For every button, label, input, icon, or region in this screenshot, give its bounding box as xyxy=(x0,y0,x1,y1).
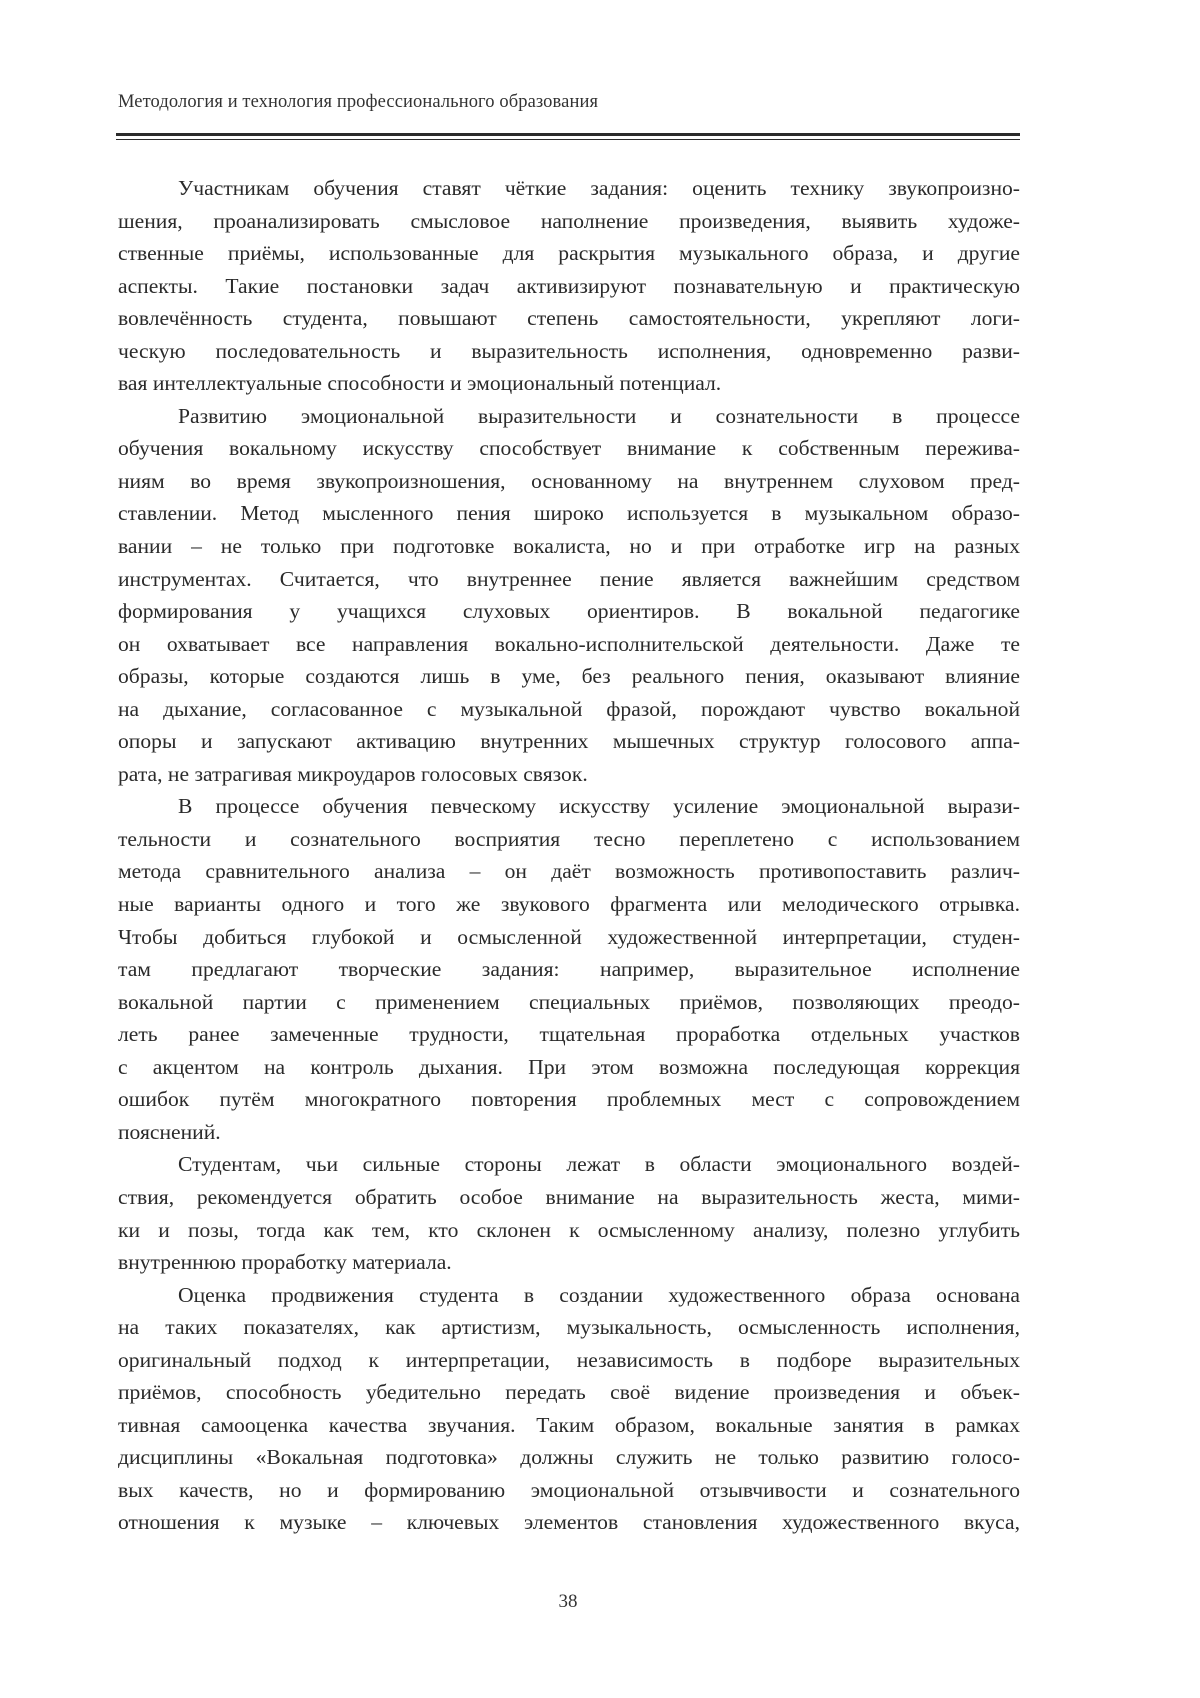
text-line: приёмов, способность убедительно передать своё видение произведения и объек- xyxy=(118,1380,1020,1405)
text-line: вокальной партии с применением специальных приёмов, позволяющих преодо- xyxy=(118,989,1020,1014)
text-line: вании – не только при подготовке вокалиста, но и при отработке игр на разных xyxy=(118,534,1020,559)
text-line: Оценка продвижения студента в создании художественного образа основана xyxy=(178,1282,1020,1307)
text-line: инструментах. Считается, что внутреннее пение является важнейшим средством xyxy=(118,566,1020,591)
text-line: метода сравнительного анализа – он даёт возможность противопоставить различ- xyxy=(118,859,1020,884)
text-line: В процессе обучения певческому искусству усиление эмоциональной вырази- xyxy=(178,794,1020,819)
text-line: с акцентом на контроль дыхания. При этом возможна последующая коррекция xyxy=(118,1054,1020,1079)
text-line: формирования у учащихся слуховых ориентиров. В вокальной педагогике xyxy=(118,599,1020,624)
text-line: образы, которые создаются лишь в уме, без реального пения, оказывают влияние xyxy=(118,664,1020,689)
text-line: вовлечённость студента, повышают степень самостоятельности, укрепляют логи- xyxy=(118,306,1020,331)
text-line: обучения вокальному искусству способствует внимание к собственным пережива- xyxy=(118,436,1020,461)
text-line: леть ранее замеченные трудности, тщательная проработка отдельных участков xyxy=(118,1022,1020,1047)
text-line: тельности и сознательного восприятия тесно переплетено с использованием xyxy=(118,826,1020,851)
text-line: на дыхание, согласованное с музыкальной фразой, порождают чувство вокальной xyxy=(118,696,1020,721)
text-line: вая интеллектуальные способности и эмоциональный потенциал. xyxy=(118,371,722,396)
text-line: аспекты. Такие постановки задач активизируют познавательную и практическую xyxy=(118,273,1020,298)
text-line: он охватывает все направления вокально-исполнительской деятельности. Даже те xyxy=(118,631,1020,656)
text-line: Участникам обучения ставят чёткие задания: оценить технику звукопроизно- xyxy=(178,176,1020,200)
text-line: оригинальный подход к интерпретации, независимость в подборе выразительных xyxy=(118,1347,1020,1372)
header-rule-thin xyxy=(116,139,1020,140)
text-line: ки и позы, тогда как тем, кто склонен к осмысленному анализу, полезно углубить xyxy=(118,1217,1020,1242)
text-line: рата, не затрагивая микроударов голосовых связок. xyxy=(118,761,588,786)
text-line: тивная самооценка качества звучания. Таким образом, вокальные занятия в рамках xyxy=(118,1412,1020,1437)
text-line: ствия, рекомендуется обратить особое внимание на выразительность жеста, мими- xyxy=(118,1184,1020,1209)
text-line: пояснений. xyxy=(118,1119,221,1144)
page-number: 38 xyxy=(558,1591,578,1612)
body-text xyxy=(118,172,1020,1539)
text-line: ственные приёмы, использованные для раскрытия музыкального образа, и другие xyxy=(118,241,1020,266)
text-line: дисциплины «Вокальная подготовка» должны служить не только развитию голосо- xyxy=(118,1445,1020,1470)
text-line: вых качеств, но и формированию эмоциональной отзывчивости и сознательного xyxy=(118,1477,1020,1502)
text-line: ставлении. Метод мысленного пения широко используется в музыкальном образо- xyxy=(118,501,1020,526)
text-line: шения, проанализировать смысловое наполнение произведения, выявить художе- xyxy=(118,208,1020,233)
text-line: Студентам, чьи сильные стороны лежат в области эмоционального воздей- xyxy=(178,1152,1020,1177)
text-line: там предлагают творческие задания: например, выразительное исполнение xyxy=(118,957,1020,982)
text-line: ошибок путём многократного повторения проблемных мест с сопровождением xyxy=(118,1087,1020,1112)
text-line: Чтобы добиться глубокой и осмысленной художественной интерпретации, студен- xyxy=(118,924,1020,949)
text-line: отношения к музыке – ключевых элементов становления художественного вкуса, xyxy=(118,1510,1020,1535)
text-line: ниям во время звукопроизношения, основанному на внутреннем слуховом пред- xyxy=(118,468,1020,493)
header-rule-thick xyxy=(116,133,1020,136)
running-header: Методология и технология профессионального образования xyxy=(118,92,599,112)
text-line: внутреннюю проработку материала. xyxy=(118,1250,452,1275)
text-line: на таких показателях, как артистизм, музыкальность, осмысленность исполнения, xyxy=(118,1315,1020,1340)
text-line: ческую последовательность и выразительность исполнения, одновременно разви- xyxy=(118,338,1020,363)
text-line: опоры и запускают активацию внутренних мышечных структур голосового аппа- xyxy=(118,729,1020,754)
text-line: Развитию эмоциональной выразительности и сознательности в процессе xyxy=(178,403,1020,428)
text-line: ные варианты одного и того же звукового фрагмента или мелодического отрывка. xyxy=(118,892,1020,917)
